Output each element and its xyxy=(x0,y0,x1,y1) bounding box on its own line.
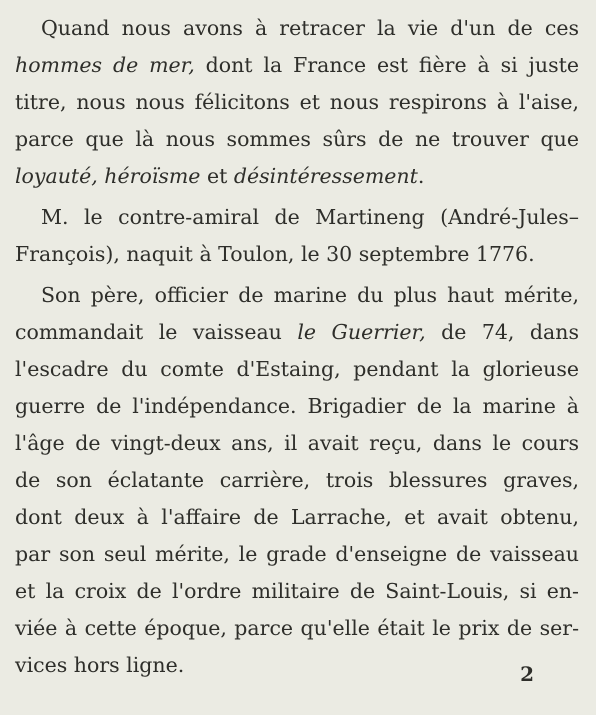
text-run: Quand nous avons à retracer la vie d'un de ces xyxy=(41,16,579,40)
text-run: de 74, dans xyxy=(425,320,579,344)
text-run: guerre de l'indépendance. Brigadier de la marine à xyxy=(15,394,579,418)
text-line xyxy=(15,610,579,647)
paragraph-2 xyxy=(15,199,579,273)
body-text xyxy=(15,10,579,684)
text-run: dont deux à l'affaire de Larrache, et avait obtenu, xyxy=(15,505,579,529)
text-run: Son père, officier de marine du plus haut mérite, xyxy=(41,283,579,307)
text-line xyxy=(15,158,579,195)
text-line xyxy=(15,277,579,314)
text-run: François), naquit à Toulon, le 30 septembre 1776. xyxy=(15,242,535,266)
text-run: et la croix de l'ordre militaire de Saint-Louis, si en- xyxy=(15,579,579,603)
text-line xyxy=(15,199,579,236)
text-run: par son seul mérite, le grade d'enseigne de vaisseau xyxy=(15,542,579,566)
text-run: l'escadre du comte d'Estaing, pendant la glorieuse xyxy=(15,357,579,381)
italic-text: hommes de mer, xyxy=(15,53,195,77)
text-run: commandait le vaisseau xyxy=(15,320,298,344)
text-line xyxy=(15,314,579,351)
text-run: l'âge de vingt-deux ans, il avait reçu, dans le cours xyxy=(15,431,579,455)
page-number: 2 xyxy=(520,662,534,686)
text-line xyxy=(15,462,579,499)
italic-text: le Guerrier, xyxy=(297,320,426,344)
text-run: et xyxy=(200,164,234,188)
text-line xyxy=(15,47,579,84)
text-line xyxy=(15,388,579,425)
paragraph-1 xyxy=(15,10,579,195)
text-line xyxy=(15,536,579,573)
text-run: . xyxy=(417,164,425,188)
text-line xyxy=(15,236,579,273)
text-line xyxy=(15,573,579,610)
text-run: vices hors ligne. xyxy=(15,653,185,677)
text-line xyxy=(15,425,579,462)
text-run: viée à cette époque, parce qu'elle était le prix de ser- xyxy=(15,616,579,640)
text-line xyxy=(15,499,579,536)
text-line xyxy=(15,84,579,121)
text-line xyxy=(15,10,579,47)
text-line xyxy=(15,647,579,684)
paragraph-3 xyxy=(15,277,579,684)
text-run: parce que là nous sommes sûrs de ne trouver que xyxy=(15,127,579,151)
text-run: M. le contre-amiral de Martineng (André-Jules– xyxy=(41,205,579,229)
text-run: titre, nous nous félicitons et nous respirons à l'aise, xyxy=(15,90,579,114)
text-line xyxy=(15,121,579,158)
text-run: dont la France est fière à si juste xyxy=(194,53,579,77)
text-line xyxy=(15,351,579,388)
text-run: de son éclatante carrière, trois blessures graves, xyxy=(15,468,579,492)
italic-text: désintéressement xyxy=(233,164,418,188)
italic-text: loyauté, héroïsme xyxy=(15,164,201,188)
